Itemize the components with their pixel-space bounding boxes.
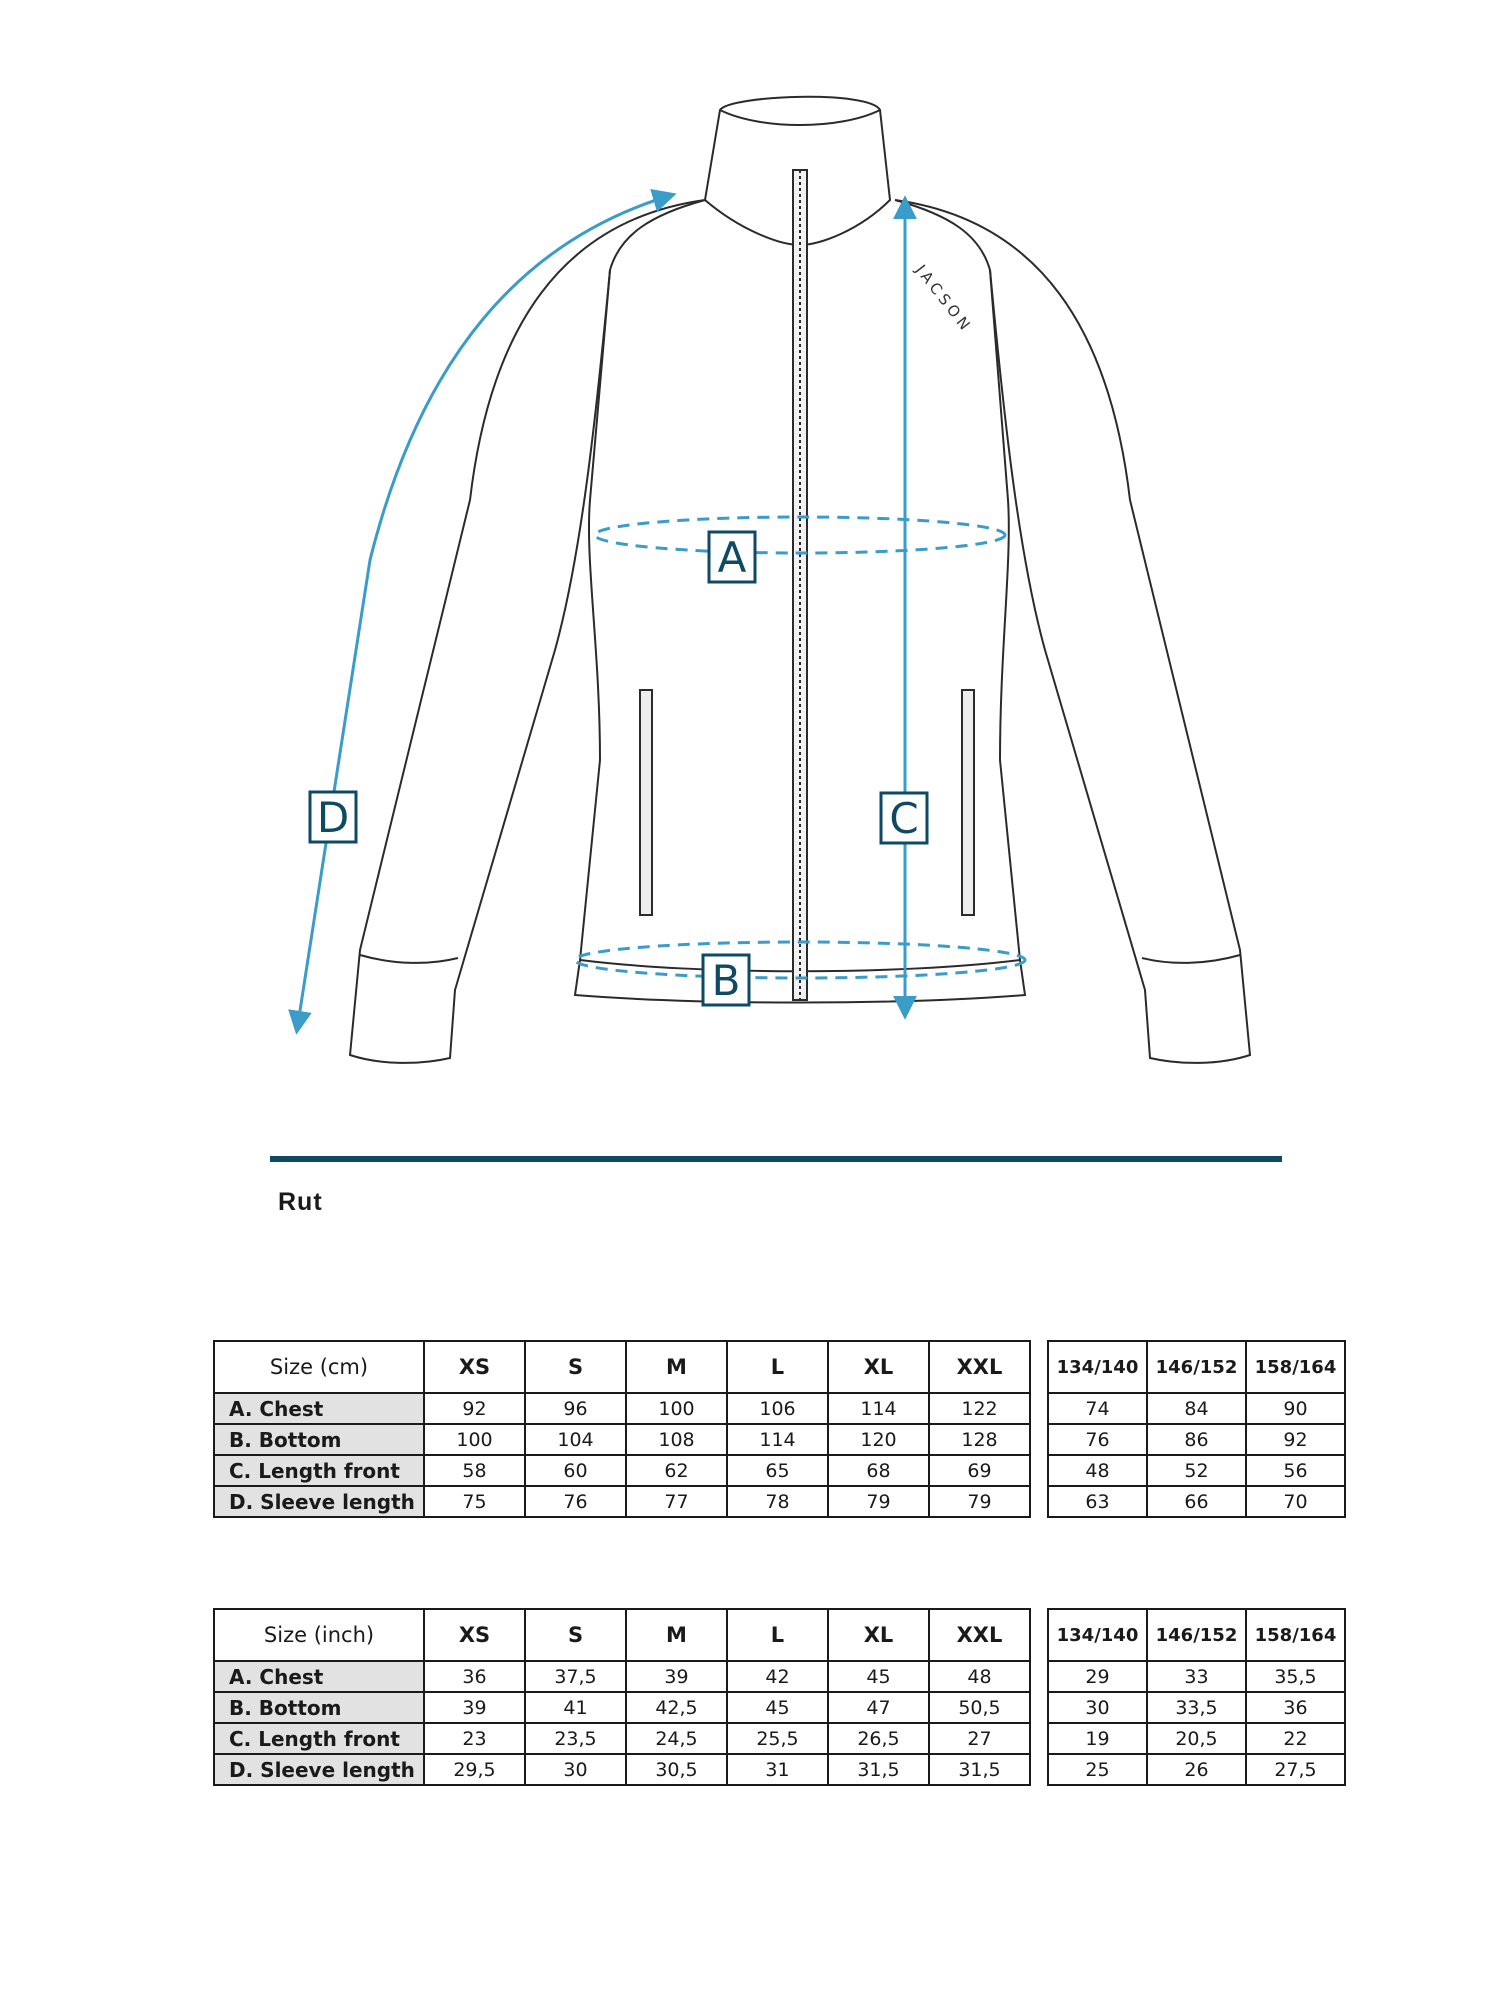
table-row <box>214 1424 1030 1455</box>
jacket-left-sleeve <box>350 200 705 1063</box>
table-cell: 92 <box>1246 1424 1345 1455</box>
table-cell: 52 <box>1147 1455 1246 1486</box>
marker-a <box>709 532 755 582</box>
style-name: Rut <box>278 1188 323 1216</box>
table-cell: 65 <box>727 1455 828 1486</box>
table-cell: 70 <box>1246 1486 1345 1517</box>
table-cell: 48 <box>1048 1455 1147 1486</box>
size-header: XS <box>424 1341 525 1393</box>
table-cell: 63 <box>1048 1486 1147 1517</box>
table-cell: 77 <box>626 1486 727 1517</box>
table-cell: 23 <box>424 1723 525 1754</box>
table-cell: 23,5 <box>525 1723 626 1754</box>
table-cell: 27 <box>929 1723 1030 1754</box>
row-label: D. Sleeve length <box>214 1486 424 1517</box>
table-cell: 60 <box>525 1455 626 1486</box>
table-cell: 45 <box>727 1692 828 1723</box>
table-cell: 58 <box>424 1455 525 1486</box>
table-cell: 47 <box>828 1692 929 1723</box>
table-cell: 20,5 <box>1147 1723 1246 1754</box>
table-cell: 29 <box>1048 1661 1147 1692</box>
table-cell: 75 <box>424 1486 525 1517</box>
table-cell: 69 <box>929 1455 1030 1486</box>
table-cell: 30,5 <box>626 1754 727 1785</box>
table-cell: 100 <box>626 1393 727 1424</box>
size-header: 158/164 <box>1246 1609 1345 1661</box>
table-cell: 27,5 <box>1246 1754 1345 1785</box>
table-cell: 36 <box>424 1661 525 1692</box>
table-cell: 25,5 <box>727 1723 828 1754</box>
table-header-unit: Size (inch) <box>214 1609 424 1661</box>
size-header: M <box>626 1341 727 1393</box>
row-label: D. Sleeve length <box>214 1754 424 1785</box>
table-cell: 79 <box>929 1486 1030 1517</box>
size-header: M <box>626 1609 727 1661</box>
size-header: L <box>727 1609 828 1661</box>
table-header-unit: Size (cm) <box>214 1341 424 1393</box>
table-cell: 42 <box>727 1661 828 1692</box>
table-cell: 92 <box>424 1393 525 1424</box>
left-pocket-zipper <box>640 690 652 915</box>
table-cell: 29,5 <box>424 1754 525 1785</box>
table-cell: 120 <box>828 1424 929 1455</box>
size-header: 134/140 <box>1048 1609 1147 1661</box>
table-cell: 39 <box>626 1661 727 1692</box>
table-row <box>214 1455 1030 1486</box>
brand-logo-text: JACSON <box>911 261 977 337</box>
kids-size-table-cm <box>1047 1340 1346 1518</box>
table-row <box>1048 1424 1345 1455</box>
row-label: C. Length front <box>214 1723 424 1754</box>
adult-size-table-cm <box>213 1340 1031 1518</box>
table-cell: 42,5 <box>626 1692 727 1723</box>
table-cell: 104 <box>525 1424 626 1455</box>
table-row <box>214 1692 1030 1723</box>
row-label: B. Bottom <box>214 1424 424 1455</box>
row-label: C. Length front <box>214 1455 424 1486</box>
table-cell: 114 <box>727 1424 828 1455</box>
table-cell: 31,5 <box>929 1754 1030 1785</box>
table-cell: 41 <box>525 1692 626 1723</box>
table-cell: 100 <box>424 1424 525 1455</box>
table-cell: 90 <box>1246 1393 1345 1424</box>
table-row <box>1048 1754 1345 1785</box>
kids-size-table-inch <box>1047 1608 1346 1786</box>
marker-b <box>703 955 749 1005</box>
size-header: XS <box>424 1609 525 1661</box>
size-header: 146/152 <box>1147 1609 1246 1661</box>
size-header: 158/164 <box>1246 1341 1345 1393</box>
right-pocket-zipper <box>962 690 974 915</box>
size-header: XXL <box>929 1609 1030 1661</box>
svg-text:C: C <box>889 794 919 843</box>
section-divider <box>270 1156 1282 1162</box>
table-cell: 37,5 <box>525 1661 626 1692</box>
table-row <box>214 1661 1030 1692</box>
table-row <box>1048 1661 1345 1692</box>
table-cell: 30 <box>1048 1692 1147 1723</box>
row-label: A. Chest <box>214 1393 424 1424</box>
table-cell: 74 <box>1048 1393 1147 1424</box>
table-cell: 122 <box>929 1393 1030 1424</box>
table-cell: 22 <box>1246 1723 1345 1754</box>
size-header: XXL <box>929 1341 1030 1393</box>
svg-text:A: A <box>717 533 747 582</box>
table-cell: 25 <box>1048 1754 1147 1785</box>
table-cell: 68 <box>828 1455 929 1486</box>
size-header: L <box>727 1341 828 1393</box>
table-cell: 33 <box>1147 1661 1246 1692</box>
size-header: 146/152 <box>1147 1341 1246 1393</box>
size-header: 134/140 <box>1048 1341 1147 1393</box>
table-cell: 31,5 <box>828 1754 929 1785</box>
sleeve-measure-line <box>297 195 672 1030</box>
table-cell: 78 <box>727 1486 828 1517</box>
table-cell: 128 <box>929 1424 1030 1455</box>
table-cell: 114 <box>828 1393 929 1424</box>
table-cell: 56 <box>1246 1455 1345 1486</box>
table-cell: 24,5 <box>626 1723 727 1754</box>
table-cell: 35,5 <box>1246 1661 1345 1692</box>
table-cell: 39 <box>424 1692 525 1723</box>
table-row <box>1048 1393 1345 1424</box>
table-cell: 62 <box>626 1455 727 1486</box>
table-row <box>214 1754 1030 1785</box>
svg-text:B: B <box>711 956 741 1005</box>
table-cell: 79 <box>828 1486 929 1517</box>
table-cell: 26 <box>1147 1754 1246 1785</box>
jacket-right-sleeve <box>895 200 1250 1063</box>
table-row <box>1048 1692 1345 1723</box>
row-label: A. Chest <box>214 1661 424 1692</box>
table-cell: 84 <box>1147 1393 1246 1424</box>
table-cell: 76 <box>525 1486 626 1517</box>
table-cell: 108 <box>626 1424 727 1455</box>
table-row <box>214 1486 1030 1517</box>
table-cell: 33,5 <box>1147 1692 1246 1723</box>
marker-c <box>881 793 927 843</box>
table-cell: 19 <box>1048 1723 1147 1754</box>
table-cell: 96 <box>525 1393 626 1424</box>
table-cell: 36 <box>1246 1692 1345 1723</box>
table-row <box>1048 1486 1345 1517</box>
size-header: S <box>525 1341 626 1393</box>
svg-text:D: D <box>316 793 350 842</box>
table-cell: 66 <box>1147 1486 1246 1517</box>
table-row <box>1048 1455 1345 1486</box>
table-cell: 45 <box>828 1661 929 1692</box>
size-header: XL <box>828 1609 929 1661</box>
table-cell: 106 <box>727 1393 828 1424</box>
table-cell: 50,5 <box>929 1692 1030 1723</box>
size-header: XL <box>828 1341 929 1393</box>
adult-size-table-inch <box>213 1608 1031 1786</box>
table-cell: 31 <box>727 1754 828 1785</box>
row-label: B. Bottom <box>214 1692 424 1723</box>
table-cell: 26,5 <box>828 1723 929 1754</box>
table-cell: 76 <box>1048 1424 1147 1455</box>
table-row <box>214 1393 1030 1424</box>
table-cell: 86 <box>1147 1424 1246 1455</box>
table-row <box>1048 1723 1345 1754</box>
table-row <box>214 1723 1030 1754</box>
table-cell: 30 <box>525 1754 626 1785</box>
size-header: S <box>525 1609 626 1661</box>
marker-d <box>310 792 356 842</box>
table-cell: 48 <box>929 1661 1030 1692</box>
